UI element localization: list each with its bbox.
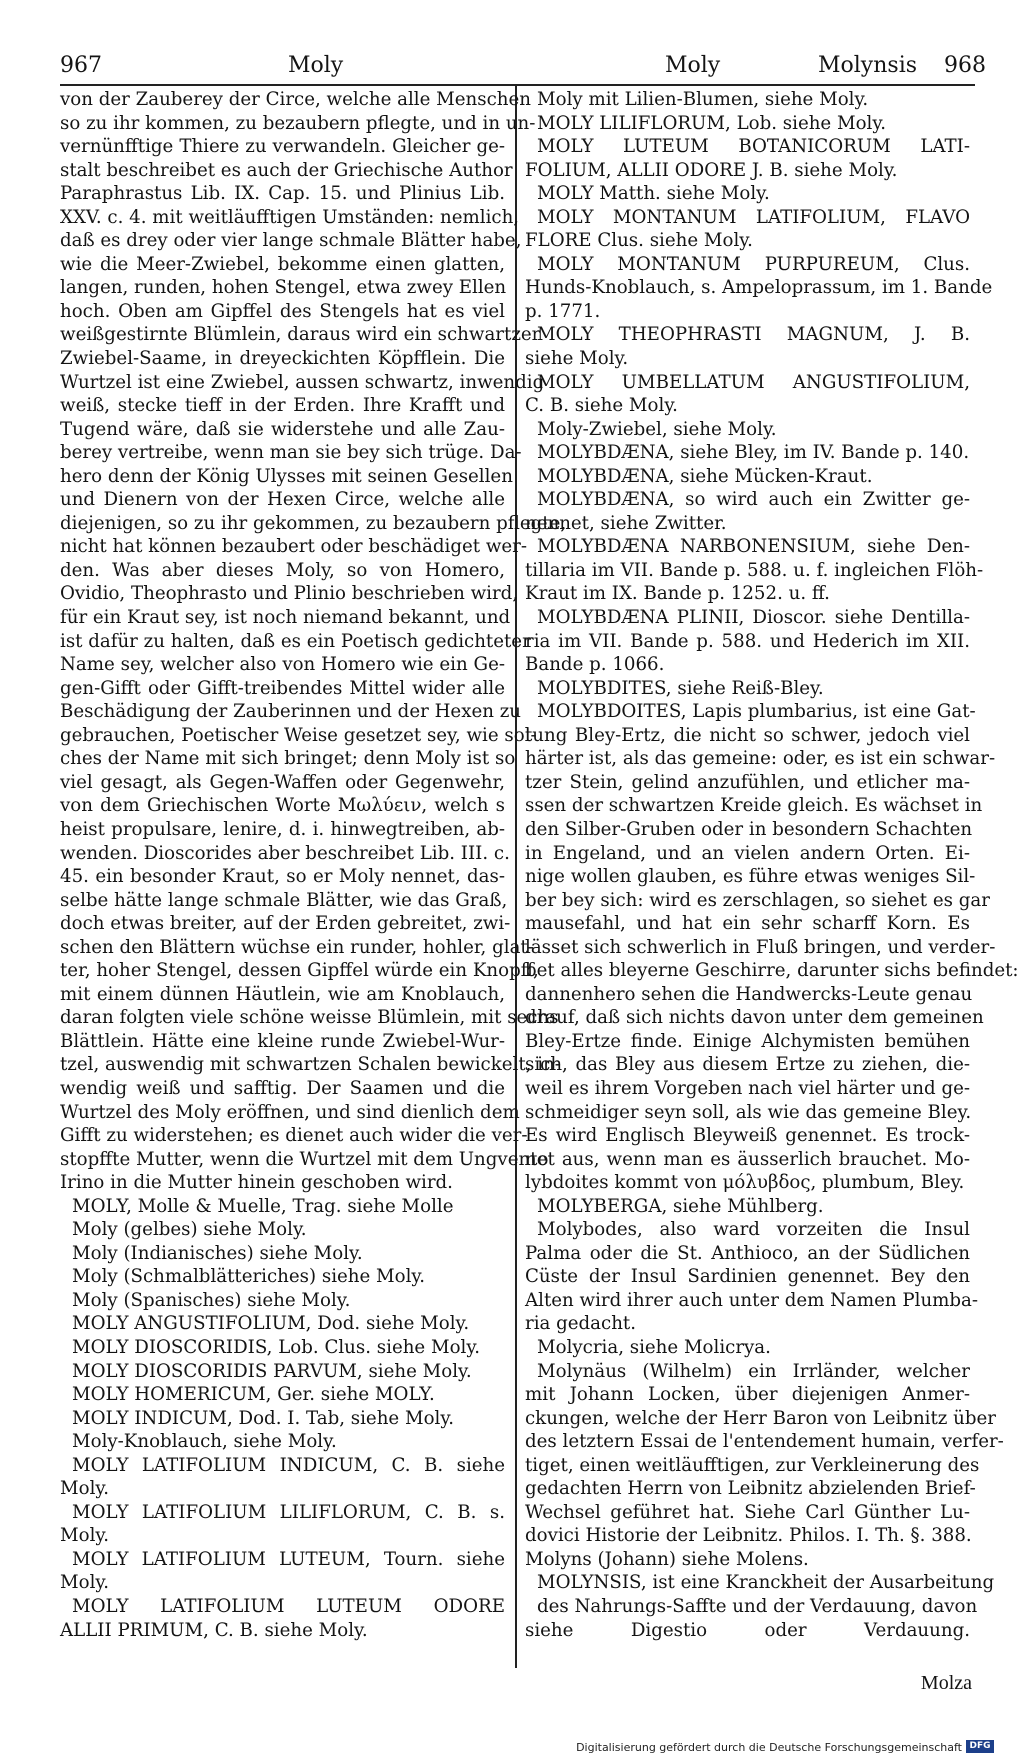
right-column-line: Palma oder die St. Anthioco, an der Südlichen bbox=[525, 1242, 970, 1264]
right-column-line: Molyns (Johann) siehe Molens. bbox=[525, 1548, 809, 1570]
left-column-line: Beschädigung der Zauberinnen und der Hexen zu bbox=[60, 701, 522, 723]
left-column-line: heist propulsare, lenire, d. i. hinwegtreiben, ab- bbox=[60, 818, 505, 840]
left-column-line: daß es drey oder vier lange schmale Blätter habe, bbox=[60, 230, 522, 252]
dfg-logo: DFG bbox=[966, 1740, 994, 1753]
right-column bbox=[525, 88, 1019, 1642]
right-column-line: FLORE Clus. siehe Moly. bbox=[525, 230, 753, 252]
right-column-line: dannenhero sehen die Handwercks-Leute genau bbox=[525, 983, 973, 1005]
left-column-line: ches der Name mit sich bringet; denn Moly ist so bbox=[60, 748, 516, 770]
right-column-line: MOLYBDITES, siehe Reiß-Bley. bbox=[537, 677, 824, 699]
right-column-line: Molycria, siehe Molicrya. bbox=[537, 1336, 771, 1358]
right-column-line: MOLY MONTANUM PURPUREUM, Clus. bbox=[537, 253, 970, 275]
left-column-line: Name sey, welcher also von Homero wie ein Ge- bbox=[60, 654, 505, 676]
left-column-line: Moly. bbox=[60, 1525, 110, 1547]
right-column-line: mit Johann Locken, über diejenigen Anmer- bbox=[525, 1384, 970, 1406]
right-column-line: weil es ihrem Vorgeben nach viel härter und ge- bbox=[525, 1077, 970, 1099]
left-column-line: von dem Griechischen Worte Μωλύειν, welch s bbox=[60, 795, 505, 817]
right-column-line: MOLY Matth. siehe Moly. bbox=[537, 183, 770, 205]
left-column-line: Moly (Indianisches) siehe Moly. bbox=[72, 1242, 363, 1264]
left-column-line: Paraphrastus Lib. IX. Cap. 15. und Plinius Lib. bbox=[60, 183, 505, 205]
left-column-line: ter, hoher Stengel, dessen Gipffel würde ein Knopff, bbox=[60, 960, 539, 982]
left-column-line: und Dienern von der Hexen Circe, welche alle bbox=[60, 489, 505, 511]
right-headword: Moly bbox=[665, 53, 721, 78]
left-column-line: Wurtzel des Moly eröffnen, und sind dienlich dem bbox=[60, 1101, 520, 1123]
left-column-line: so zu ihr kommen, zu bezaubern pflegte, und in un- bbox=[60, 112, 536, 134]
left-column-line: den. Was aber dieses Moly, so von Homero, bbox=[60, 559, 505, 581]
right-column-line: MOLYBDÆNA, siehe Bley, im IV. Bande p. 140. bbox=[537, 442, 970, 464]
right-column-line: Kraut im IX. Bande p. 1252. u. ff. bbox=[525, 583, 830, 605]
left-column-line: MOLY LATIFOLIUM LUTEUM, Tourn. siehe bbox=[72, 1548, 505, 1570]
left-column-line: stalt beschreibet es auch der Griechische Author bbox=[60, 159, 513, 181]
left-column-line: berey vertreibe, wenn man sie bey sich trüge. Da- bbox=[60, 442, 522, 464]
left-column-line: XXV. c. 4. mit weitläufftigen Umständen: nemlich, bbox=[60, 206, 520, 228]
left-column-line: MOLY INDICUM, Dod. I. Tab, siehe Moly. bbox=[72, 1407, 454, 1429]
right-column-line: des letztern Essai de l'entendement humain, verfer- bbox=[525, 1431, 1004, 1453]
right-column-line: MOLY UMBELLATUM ANGUSTIFOLIUM, bbox=[537, 371, 970, 393]
left-column-line: MOLY DIOSCORIDIS, Lob. Clus. siehe Moly. bbox=[72, 1336, 480, 1358]
left-column-line: MOLY HOMERICUM, Ger. siehe MOLY. bbox=[72, 1384, 435, 1406]
right-column-line: FOLIUM, ALLII ODORE J. B. siehe Moly. bbox=[525, 159, 898, 181]
right-column-line: härter ist, als das gemeine: oder, es ist ein schwar- bbox=[525, 748, 996, 770]
right-column-line: MOLYBDÆNA, siehe Mücken-Kraut. bbox=[537, 465, 873, 487]
left-column-line: selbe hätte lange schmale Blätter, wie das Graß, bbox=[60, 889, 508, 911]
right-column-line: ckungen, welche der Herr Baron von Leibnitz über bbox=[525, 1407, 996, 1429]
left-column-line: MOLY ANGUSTIFOLIUM, Dod. siehe Moly. bbox=[72, 1313, 470, 1335]
right-column-line: MOLYNSIS, ist eine Kranckheit der Ausarbeitung bbox=[537, 1572, 995, 1594]
left-column-line: diejenigen, so zu ihr gekommen, zu bezaubern pflegte, bbox=[60, 512, 567, 534]
left-column-line: 45. ein besonder Kraut, so er Moly nennet, das- bbox=[60, 866, 505, 888]
right-column-line: Molynäus (Wilhelm) ein Irrländer, welcher bbox=[537, 1360, 970, 1382]
right-column-line: schmeidiger seyn soll, als wie das gemeine Bley. bbox=[525, 1101, 972, 1123]
left-column-line: Zwiebel-Saame, in dreyeckichten Köpfflein. Die bbox=[60, 348, 505, 370]
left-column-line: stopffte Mutter, wenn die Wurtzel mit dem Ungvento bbox=[60, 1148, 549, 1170]
right-column-line: net aus, wenn man es äusserlich brauchet. Mo- bbox=[525, 1148, 970, 1170]
right-column-line: nennet, siehe Zwitter. bbox=[525, 512, 727, 534]
right-column-line: in Engeland, und an vielen andern Orten. Ei- bbox=[525, 842, 970, 864]
right-column-line: ria im VII. Bande p. 588. und Hederich im XII. bbox=[525, 630, 970, 652]
left-column-line: von der Zauberey der Circe, welche alle Menschen bbox=[60, 89, 531, 110]
left-column-line: Moly. bbox=[60, 1572, 110, 1594]
right-column-line: gedachten Herrn von Leibnitz abzielenden Brief- bbox=[525, 1478, 976, 1500]
left-column-line: weiß, stecke tieff in der Erden. Ihre Krafft und bbox=[60, 395, 505, 417]
left-column-line: MOLY LATIFOLIUM LILIFLORUM, C. B. s. bbox=[72, 1501, 505, 1523]
left-column-line: schen den Blättern wüchse ein runder, hohler, glat- bbox=[60, 936, 534, 958]
right-column-line: MOLY LUTEUM BOTANICORUM LATI- bbox=[537, 136, 970, 158]
left-page-number: 967 bbox=[60, 53, 102, 78]
right-column-line: Molybodes, also ward vorzeiten die Insul bbox=[537, 1219, 970, 1241]
left-column-line: vernünfftige Thiere zu verwandeln. Gleicher ge- bbox=[60, 136, 505, 158]
left-column-line: gen-Gifft oder Gifft-treibendes Mittel wider alle bbox=[60, 677, 505, 699]
right-column-line: tung Bley-Ertz, die nicht so schwer, jedoch viel bbox=[525, 724, 970, 746]
right-column-line: tiget, einen weitläufftigen, zur Verkleinerung des bbox=[525, 1454, 980, 1476]
left-column-line: gebrauchen, Poetischer Weise gesetzet sey, wie sol- bbox=[60, 724, 537, 746]
left-column-line: weißgestirnte Blümlein, daraus wird ein schwartzer bbox=[60, 324, 541, 346]
right-column-line: ssen der schwartzen Kreide gleich. Es wächset in bbox=[525, 795, 983, 817]
left-column-line: mit einem dünnen Häutlein, wie am Knoblauch, bbox=[60, 983, 505, 1005]
right-column-line: Cüste der Insul Sardinien genennet. Bey den bbox=[525, 1266, 970, 1288]
right-column-line: Bley-Ertze finde. Einige Alchymisten bemühen bbox=[525, 1030, 970, 1052]
right-column-line: sich, das Bley aus diesem Ertze zu ziehen, die- bbox=[525, 1054, 970, 1076]
right-column-line: lässet sich schwerlich in Fluß bringen, und verder- bbox=[525, 936, 996, 958]
left-column-line: für ein Kraut sey, ist noch niemand bekannt, und bbox=[60, 607, 511, 629]
right-column-line: tillaria im VII. Bande p. 588. u. f. ingleichen Flöh- bbox=[525, 559, 984, 581]
right-column-line: MOLYBDOITES, Lapis plumbarius, ist eine Gat- bbox=[537, 701, 976, 723]
right-column-line: MOLY MONTANUM LATIFOLIUM, FLAVO bbox=[537, 206, 970, 228]
left-column-line: hoch. Oben am Gipffel des Stengels hat es viel bbox=[60, 300, 505, 322]
left-column-line: MOLY DIOSCORIDIS PARVUM, siehe Moly. bbox=[72, 1360, 472, 1382]
left-column-line: Blättlein. Hätte eine kleine runde Zwiebel-Wur- bbox=[60, 1030, 505, 1052]
left-column-line: Moly (gelbes) siehe Moly. bbox=[72, 1219, 307, 1241]
right-column-line: ria gedacht. bbox=[525, 1313, 637, 1335]
left-column-line: wendig weiß und safftig. Der Saamen und die bbox=[60, 1077, 505, 1099]
right-column-line: MOLYBDÆNA PLINII, Dioscor. siehe Dentilla- bbox=[537, 607, 970, 629]
header-rule bbox=[60, 84, 975, 86]
right-column-line: Bande p. 1066. bbox=[525, 654, 665, 676]
left-column-line: ist dafür zu halten, daß es ein Poetisch gedichteter bbox=[60, 630, 531, 652]
left-column-line: nicht hat können bezaubert oder beschädiget wer- bbox=[60, 536, 527, 558]
left-column-line: ALLII PRIMUM, C. B. siehe Moly. bbox=[60, 1619, 368, 1641]
right-column-line: bet alles bleyerne Geschirre, darunter sichs befindet: bbox=[525, 960, 1019, 982]
right-column-line: dovici Historie der Leibnitz. Philos. I. Th. §. 388. bbox=[525, 1525, 972, 1547]
left-column-line: daran folgten viele schöne weisse Blümlein, mit sechs bbox=[60, 1007, 559, 1029]
right-column-line: Hunds-Knoblauch, s. Ampeloprassum, im 1. Bande bbox=[525, 277, 993, 299]
right-column-line: C. B. siehe Moly. bbox=[525, 395, 678, 417]
right-column-line: ber bey sich: wird es zerschlagen, so siehet es gar bbox=[525, 889, 990, 911]
right-column-line: MOLYBERGA, siehe Mühlberg. bbox=[537, 1195, 824, 1217]
right-column-line: Moly mit Lilien-Blumen, siehe Moly. bbox=[537, 89, 869, 110]
left-column-line: langen, runden, hohen Stengel, etwa zwey Ellen bbox=[60, 277, 507, 299]
right-column-line: siehe Moly. bbox=[525, 348, 629, 370]
left-column-line: MOLY LATIFOLIUM LUTEUM ODORE bbox=[72, 1596, 505, 1617]
right-column-line: tzer Stein, gelind anzufühlen, und etlicher ma- bbox=[525, 771, 970, 793]
right-column-line: MOLYBDÆNA, so wird auch ein Zwitter ge- bbox=[537, 489, 970, 511]
left-column-line: doch etwas breiter, auf der Erden gebreitet, zwi- bbox=[60, 913, 511, 935]
catchword: Molza bbox=[920, 1672, 972, 1694]
right-column-line: drauf, daß sich nichts davon unter dem gemeinen bbox=[525, 1007, 984, 1029]
right-column-line: des Nahrungs-Saffte und der Verdauung, davon bbox=[537, 1596, 978, 1617]
right-column-line: MOLY THEOPHRASTI MAGNUM, J. B. bbox=[537, 324, 970, 346]
right-column-line: Es wird Englisch Bleyweiß genennet. Es trock- bbox=[525, 1125, 970, 1147]
left-column-line: hero denn der König Ulysses mit seinen Gesellen bbox=[60, 465, 513, 487]
right-column-line: Wechsel geführet hat. Siehe Carl Günther Lu- bbox=[525, 1501, 970, 1523]
left-column-line: tzel, auswendig mit schwartzen Schalen bewickelt, in- bbox=[60, 1054, 561, 1076]
right-column-line: MOLYBDÆNA NARBONENSIUM, siehe Den- bbox=[537, 536, 970, 558]
page-header bbox=[60, 48, 986, 84]
left-headword: Moly bbox=[288, 53, 344, 78]
right-column-line: MOLY LILIFLORUM, Lob. siehe Moly. bbox=[537, 112, 887, 134]
left-column-line: Tugend wäre, daß sie widerstehe und alle Zau- bbox=[60, 418, 505, 440]
left-column-line: Moly-Knoblauch, siehe Moly. bbox=[72, 1431, 337, 1453]
right-column-line: nige wollen glauben, es führe etwas weniges Sil- bbox=[525, 866, 976, 888]
right-column-line: lybdoites kommt von μόλυβδος, plumbum, Bley. bbox=[525, 1172, 965, 1194]
right-page-number: 968 bbox=[944, 53, 986, 78]
right-column-line: p. 1771. bbox=[525, 300, 601, 322]
left-column-line: Ovidio, Theophrasto und Plinio beschrieben wird, bbox=[60, 583, 519, 605]
right-column-line: Moly-Zwiebel, siehe Moly. bbox=[537, 418, 777, 440]
left-column-line: Moly. bbox=[60, 1478, 110, 1500]
right-column-line: mausefahl, und hat ein sehr scharff Korn. Es bbox=[525, 913, 970, 935]
left-column-line: MOLY, Molle & Muelle, Trag. siehe Molle bbox=[72, 1195, 454, 1217]
left-column-line: MOLY LATIFOLIUM INDICUM, C. B. siehe bbox=[72, 1454, 505, 1476]
left-column-line: wenden. Dioscorides aber beschreibet Lib. III. c. bbox=[60, 842, 510, 864]
left-column-line: viel gesagt, als Gegen-Waffen oder Gegenwehr, bbox=[60, 771, 505, 793]
left-column-line: Moly (Spanisches) siehe Moly. bbox=[72, 1289, 351, 1311]
left-column-line: Wurtzel ist eine Zwiebel, aussen schwartz, inwendig bbox=[60, 371, 545, 393]
right-column-line: den Silber-Gruben oder in besondern Schachten bbox=[525, 818, 973, 840]
right-column-line: siehe Digestio oder Verdauung. bbox=[525, 1619, 970, 1641]
left-column-line: Irino in die Mutter hinein geschoben wird. bbox=[60, 1172, 453, 1194]
footer-credit: Digitalisierung gefördert durch die Deutsche Forschungsgemeinschaft bbox=[576, 1741, 962, 1754]
left-column-line: Moly (Schmalblätteriches) siehe Moly. bbox=[72, 1266, 426, 1288]
left-column-line: Gifft zu widerstehen; es dienet auch wider die ver- bbox=[60, 1125, 528, 1147]
right-secondary-headword: Molynsis bbox=[818, 53, 918, 78]
right-column-line: Alten wird ihrer auch unter dem Namen Plumba- bbox=[525, 1289, 979, 1311]
left-column-line: wie die Meer-Zwiebel, bekomme einen glatten, bbox=[60, 253, 505, 275]
